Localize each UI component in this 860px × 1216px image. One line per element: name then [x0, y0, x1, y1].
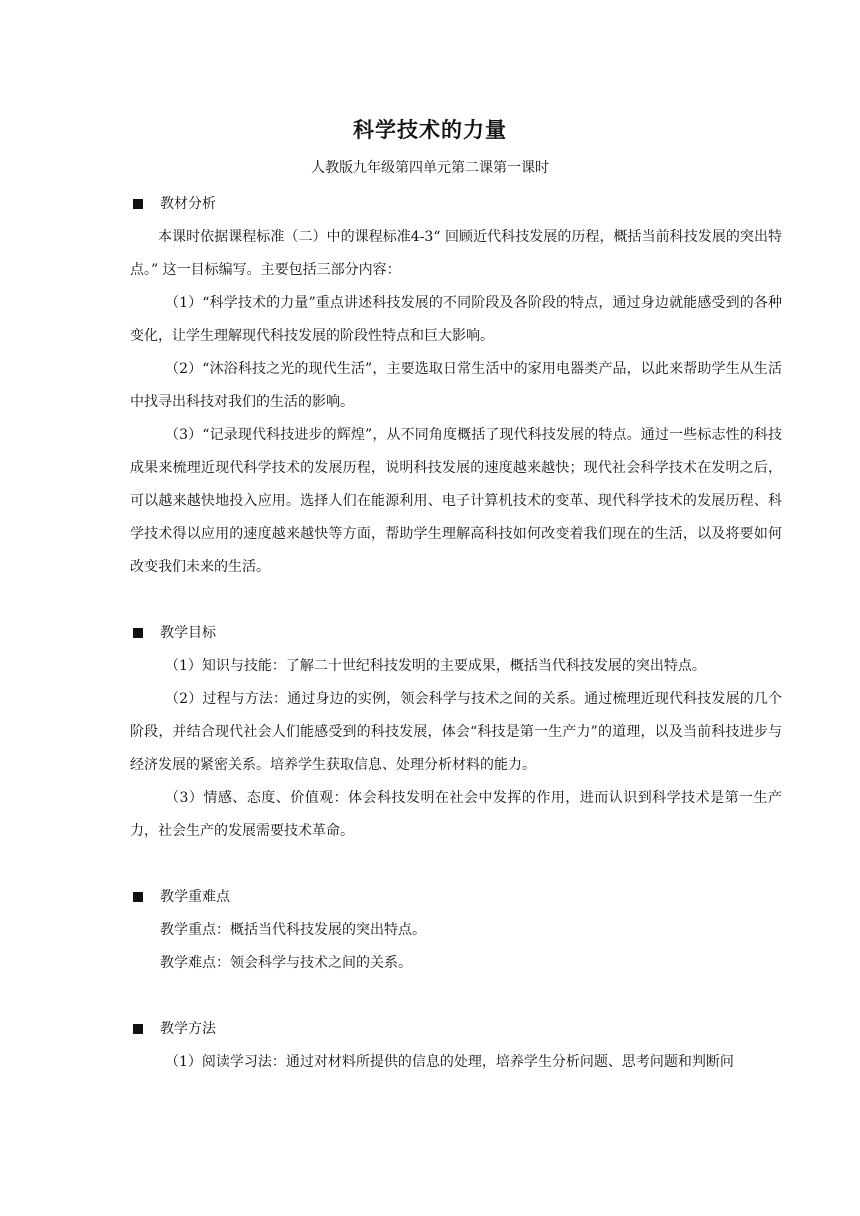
square-bullet-icon — [133, 892, 143, 902]
paragraph: （1）阅读学习法：通过对材料所提供的信息的处理，培养学生分析问题、思考问题和判断问 — [165, 1054, 734, 1070]
square-bullet-icon — [133, 199, 143, 209]
document-subtitle: 人教版九年级第四单元第二课第一课时 — [311, 160, 549, 176]
paragraph: 本课时依据课程标准（二）中的课程标准4-3“ 回顾近代科技发展的历程，概括当前科技发展的突出特点。” 这一目标编写。主要包括三部分内容： — [130, 229, 782, 278]
paragraph: （2）过程与方法：通过身边的实例，领会科学与技术之间的关系。通过梳理近现代科技发展的几个阶段，并结合现代社会人们能感受到的科技发展，体会“科技是第一生产力”的道理，以及当前科技进步与经济发展的紧密关系。培养学生获取信息、处理分析材料的能力。 — [130, 691, 782, 773]
paragraph: （1）“科学技术的力量”重点讲述科技发展的不同阶段及各阶段的特点，通过身边就能感受到的各种变化，让学生理解现代科技发展的阶段性特点和巨大影响。 — [130, 295, 782, 344]
section-heading-label: 教学重难点 — [160, 889, 230, 905]
document-title: 科学技术的力量 — [353, 118, 507, 142]
spacer — [130, 980, 782, 1013]
difficult-point-line: 教学难点：领会科学与技术之间的关系。 — [160, 955, 412, 971]
paragraph: （3）“记录现代科技进步的辉煌”，从不同角度概括了现代科技发展的特点。通过一些标志性的科技成果来梳理近现代科学技术的发展历程，说明科技发展的速度越来越快；现代社会科学技术在发明之后，可以越来越快地投入应用。选择人们在能源利用、电子计算机技术的变革、现代科学技术的发展历程、科学技术得以应用的速度越来越快等方面，帮助学生理解高科技如何改变着我们现在的生活，以及将要如何改变我们未来的生活。 — [130, 427, 782, 575]
section-heading-teaching-goals — [130, 617, 782, 650]
document-body — [130, 188, 782, 1079]
section-heading-label: 教材分析 — [160, 196, 216, 212]
section-heading-label: 教学方法 — [160, 1021, 216, 1037]
section-heading-key-difficult-points — [130, 881, 782, 914]
paragraph: （2）“沐浴科技之光的现代生活”，主要选取日常生活中的家用电器类产品，以此来帮助学生从生活中找寻出科技对我们的生活的影响。 — [130, 361, 782, 410]
section-heading-teaching-methods — [130, 1013, 782, 1046]
section-heading-textbook-analysis — [130, 188, 782, 221]
square-bullet-icon — [133, 1024, 143, 1034]
section-heading-label: 教学目标 — [160, 625, 216, 641]
spacer — [130, 584, 782, 617]
paragraph: （1）知识与技能：了解二十世纪科技发明的主要成果，概括当代科技发展的突出特点。 — [165, 658, 706, 674]
paragraph: （3）情感、态度、价值观：体会科技发明在社会中发挥的作用，进而认识到科学技术是第一生产力，社会生产的发展需要技术革命。 — [130, 790, 782, 839]
spacer — [130, 848, 782, 881]
square-bullet-icon — [133, 628, 143, 638]
key-point-line: 教学重点：概括当代科技发展的突出特点。 — [160, 922, 426, 938]
